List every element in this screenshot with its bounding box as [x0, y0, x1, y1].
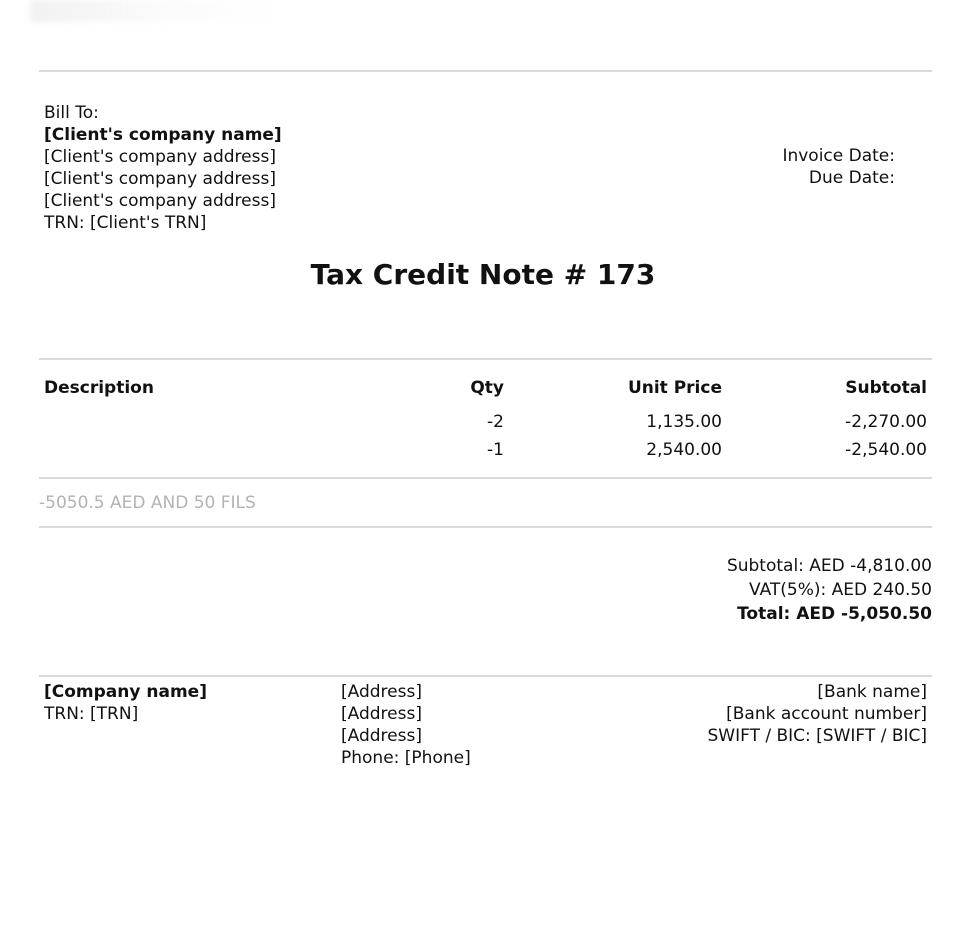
bill-to-label: Bill To: — [44, 103, 99, 123]
row2-unit-price: 2,540.00 — [646, 440, 722, 460]
top-divider — [39, 70, 932, 72]
blurred-header-region — [30, 0, 290, 22]
dates-block — [635, 145, 895, 189]
footer-address-line-1: [Address] — [341, 682, 422, 702]
row1-unit-price: 1,135.00 — [646, 412, 722, 432]
footer-divider — [39, 675, 932, 677]
footer-bank-name: [Bank name] — [817, 682, 927, 702]
client-address-line-1: [Client's company address] — [44, 147, 276, 167]
client-trn: TRN: [Client's TRN] — [44, 213, 207, 233]
client-company-name: [Client's company name] — [44, 125, 282, 145]
words-divider — [39, 526, 932, 528]
footer-address-line-3: [Address] — [341, 726, 422, 746]
bill-to-block — [44, 102, 282, 234]
client-address-line-3: [Client's company address] — [44, 191, 276, 211]
row1-qty: -2 — [487, 412, 504, 432]
vat-line: VAT(5%): AED 240.50 — [749, 580, 932, 600]
footer-address-line-2: [Address] — [341, 704, 422, 724]
header-description: Description — [44, 378, 154, 398]
totals-block — [727, 554, 932, 626]
footer-company-name: [Company name] — [44, 682, 207, 702]
invoice-date-row — [635, 145, 895, 167]
amount-in-words: -5050.5 AED AND 50 FILS — [39, 493, 256, 513]
footer-phone: Phone: [Phone] — [341, 748, 471, 768]
client-address-line-2: [Client's company address] — [44, 169, 276, 189]
due-date-label: Due Date: — [808, 168, 895, 188]
due-date-row — [635, 167, 895, 189]
total-line: Total: AED -5,050.50 — [737, 604, 932, 624]
row2-qty: -1 — [487, 440, 504, 460]
header-qty: Qty — [470, 378, 504, 398]
header-subtotal: Subtotal — [845, 378, 927, 398]
table-bottom-divider — [39, 477, 932, 479]
subtotal-line: Subtotal: AED -4,810.00 — [726, 556, 932, 576]
document-title: Tax Credit Note # 173 — [310, 258, 656, 291]
header-unit-price: Unit Price — [627, 378, 722, 398]
row2-subtotal: -2,540.00 — [845, 440, 927, 460]
footer-bank-block — [707, 681, 927, 747]
row1-subtotal: -2,270.00 — [845, 412, 927, 432]
invoice-date-label: Invoice Date: — [782, 146, 895, 166]
footer-bank-account: [Bank account number] — [726, 704, 927, 724]
table-top-divider — [39, 358, 932, 360]
footer-trn: TRN: [TRN] — [44, 704, 139, 724]
footer-company-block — [44, 681, 207, 725]
footer-swift: SWIFT / BIC: [SWIFT / BIC] — [707, 726, 927, 746]
footer-address-block — [341, 681, 471, 769]
